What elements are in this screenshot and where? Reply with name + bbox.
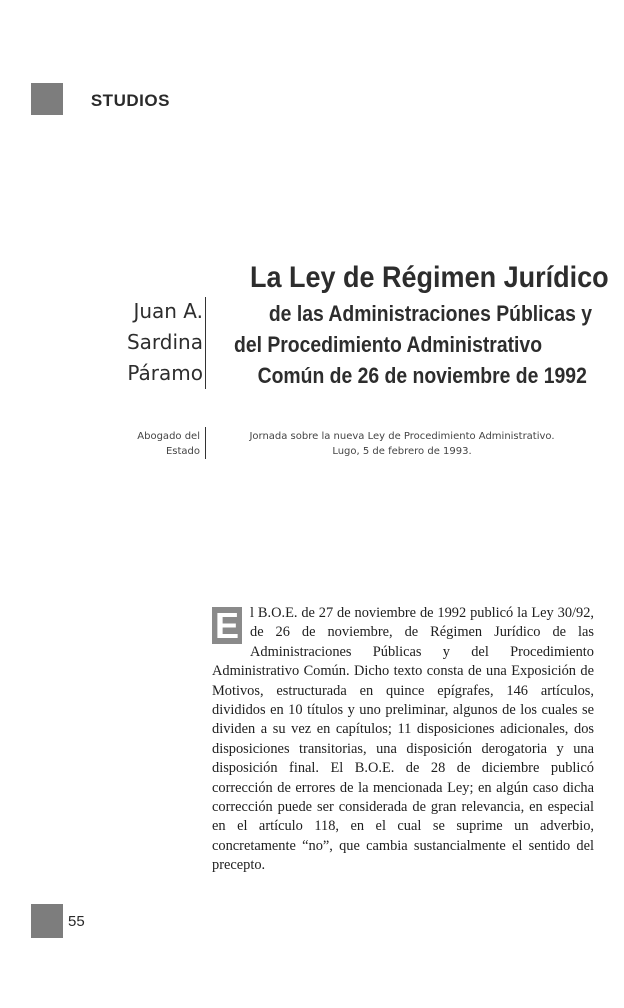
- event-line-2: Lugo, 5 de febrero de 1993.: [332, 446, 472, 457]
- section-tag: [31, 83, 170, 115]
- title-line-1: La Ley de Régimen Jurídico: [250, 261, 609, 294]
- event-note: [212, 429, 592, 459]
- footer-block: [31, 904, 63, 938]
- title-line-4: Común de 26 de noviembre de 1992: [257, 363, 587, 388]
- body-text: l B.O.E. de 27 de noviembre de 1992 publicó la Ley 30/92, de 26 de noviembre, de Régimen Jurídico de las Administraciones Públicas y del Procedimiento Administrativo Común. Dicho texto consta de una Exposición de Motivos, estructurada en quince epígrafes, 146 artículos, divididos en 10 títulos y uno preliminar, algunos de los cuales se dividen a su vez en capítulos; 11 disposiciones adicionales, dos disposiciones transitorias, una disposición derogatoria y una disposición final. El B.O.E. de 28 de diciembre publicó corrección de errores de la mencionada Ley; en algún caso dicha corrección puede ser considerada de gran relevancia, en especial en el artículo 118, en el cual se suprime un adverbio, concretamente “no”, que cambia sustancialmente el sentido del precepto.: [212, 605, 594, 874]
- event-line-1: Jornada sobre la nueva Ley de Procedimiento Administrativo.: [249, 431, 555, 442]
- title-line-3: del Procedimiento Administrativo: [234, 332, 543, 357]
- author-line-3: Páramo: [127, 361, 203, 385]
- author-line-2: Sardina: [126, 330, 203, 354]
- author-name: [60, 296, 203, 389]
- author-divider: [205, 297, 206, 389]
- section-tag-block: [31, 83, 63, 115]
- section-label: [79, 91, 170, 111]
- body-paragraph: [212, 604, 594, 876]
- author-affiliation: [60, 429, 200, 459]
- section-label-rest: STUDIOS: [90, 91, 170, 110]
- section-label-initial: E: [79, 91, 91, 110]
- title-line-2: de las Administraciones Públicas y: [268, 301, 592, 326]
- affiliation-divider: [205, 427, 206, 459]
- article-title: [212, 258, 609, 391]
- page-footer: [31, 904, 85, 938]
- page-number: 55: [68, 913, 85, 930]
- affiliation-line-2: Estado: [165, 446, 200, 457]
- affiliation-line-1: Abogado del: [137, 431, 200, 442]
- drop-cap: E: [212, 607, 242, 644]
- author-line-1: Juan A.: [133, 299, 203, 323]
